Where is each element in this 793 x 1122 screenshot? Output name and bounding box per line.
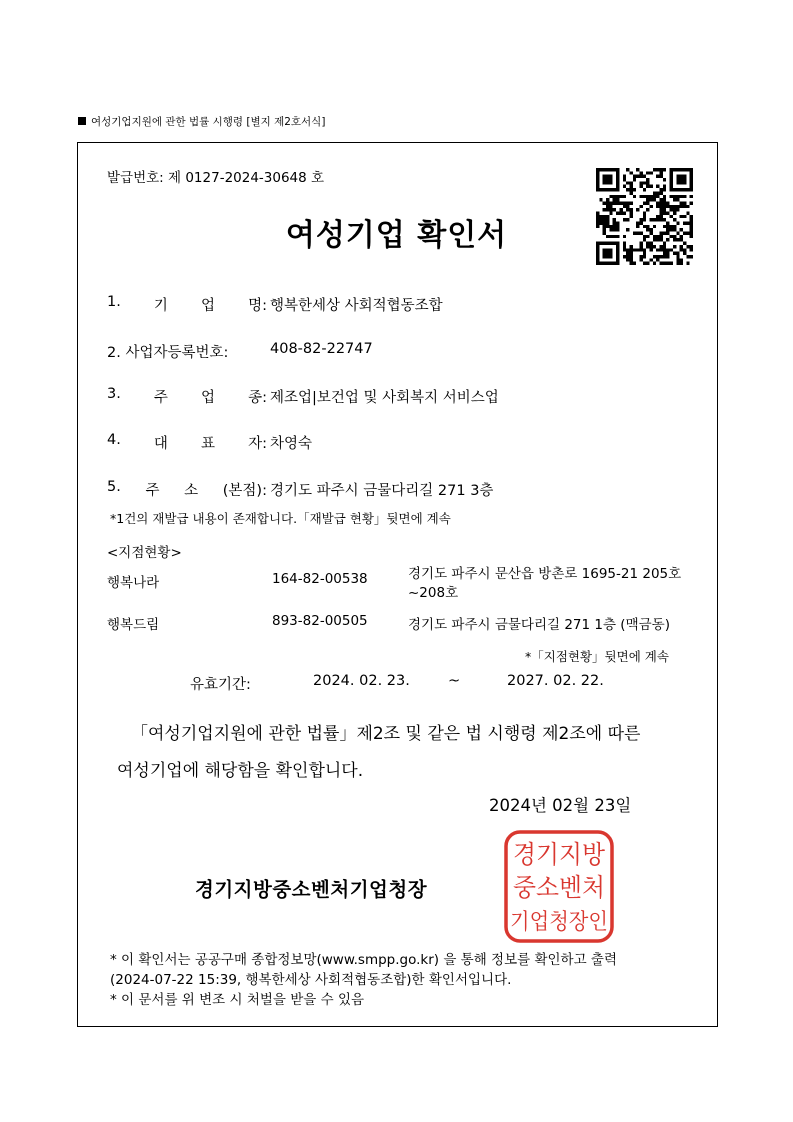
issue-number: 발급번호: 제 0127-2024-30648 호	[107, 170, 325, 186]
form-reference-text: 여성기업지원에 관한 법률 시행령 [별지 제2호서식]	[91, 116, 326, 128]
branch-2-name: 행복드림	[107, 617, 160, 633]
branch-1-reg-no: 164-82-00538	[272, 571, 368, 587]
branch-1-name: 행복나라	[107, 575, 160, 591]
svg-text:기업청장인: 기업청장인	[510, 910, 608, 935]
field-industry-label: 3. 주 업 종:	[107, 386, 267, 406]
confirmation-statement-line2: 여성기업에 해당함을 확인합니다.	[117, 761, 364, 781]
field-address-label: 5. 주 소 (본점):	[107, 479, 267, 499]
branch-1-address-line2: ~208호	[408, 585, 459, 601]
official-seal-stamp	[503, 829, 615, 944]
reissue-note: *1건의 재발급 내용이 존재합니다.「재발급 현황」뒷면에 계속	[110, 511, 451, 526]
validity-start-date: 2024. 02. 23.	[313, 673, 410, 689]
square-bullet-icon	[78, 117, 86, 125]
field-business-number-label: 2. 사업자등록번호:	[107, 345, 229, 361]
confirmation-statement-line1: 「여성기업지원에 관한 법률」제2조 및 같은 법 시행령 제2조에 따른	[131, 724, 641, 744]
issuing-authority: 경기지방중소벤처기업청장	[195, 878, 428, 901]
validity-end-date: 2027. 02. 22.	[507, 673, 604, 689]
issue-date: 2024년 02월 23일	[489, 796, 632, 815]
field-address-value: 경기도 파주시 금물다리길 271 3층	[270, 483, 494, 499]
field-representative-label: 4. 대 표 자:	[107, 432, 267, 452]
form-reference-note	[78, 114, 325, 129]
document-title: 여성기업 확인서	[285, 218, 508, 253]
footer-note-line1: * 이 확인서는 공공구매 종합정보망(www.smpp.go.kr) 을 통해 정보를 확인하고 출력	[110, 952, 618, 968]
branch-continuation-note: *「지점현황」뒷면에 계속	[525, 649, 669, 664]
svg-text:경기지방: 경기지방	[513, 840, 606, 869]
footer-note-line2: (2024-07-22 15:39, 행복한세상 사회적협동조합)한 확인서입니다.	[110, 972, 512, 988]
branch-2-reg-no: 893-82-00505	[272, 613, 368, 629]
field-representative-value: 차영숙	[270, 436, 313, 452]
field-business-number-value: 408-82-22747	[270, 341, 373, 357]
footer-note-line3: * 이 문서를 위 변조 시 처벌을 받을 수 있음	[110, 992, 365, 1008]
validity-tilde: ~	[448, 673, 461, 689]
branch-section-header: <지점현황>	[107, 545, 182, 561]
field-company-name-label: 1. 기 업 명:	[107, 294, 267, 314]
branch-2-address-line1: 경기도 파주시 금물다리길 271 1층 (맥금동)	[408, 617, 670, 633]
validity-label: 유효기간:	[190, 677, 251, 693]
svg-text:중소벤처: 중소벤처	[513, 873, 605, 902]
field-industry-value: 제조업|보건업 및 사회복지 서비스업	[270, 390, 499, 406]
field-company-name-value: 행복한세상 사회적협동조합	[270, 298, 443, 314]
branch-1-address-line1: 경기도 파주시 문산읍 방촌로 1695-21 205호	[408, 566, 682, 582]
